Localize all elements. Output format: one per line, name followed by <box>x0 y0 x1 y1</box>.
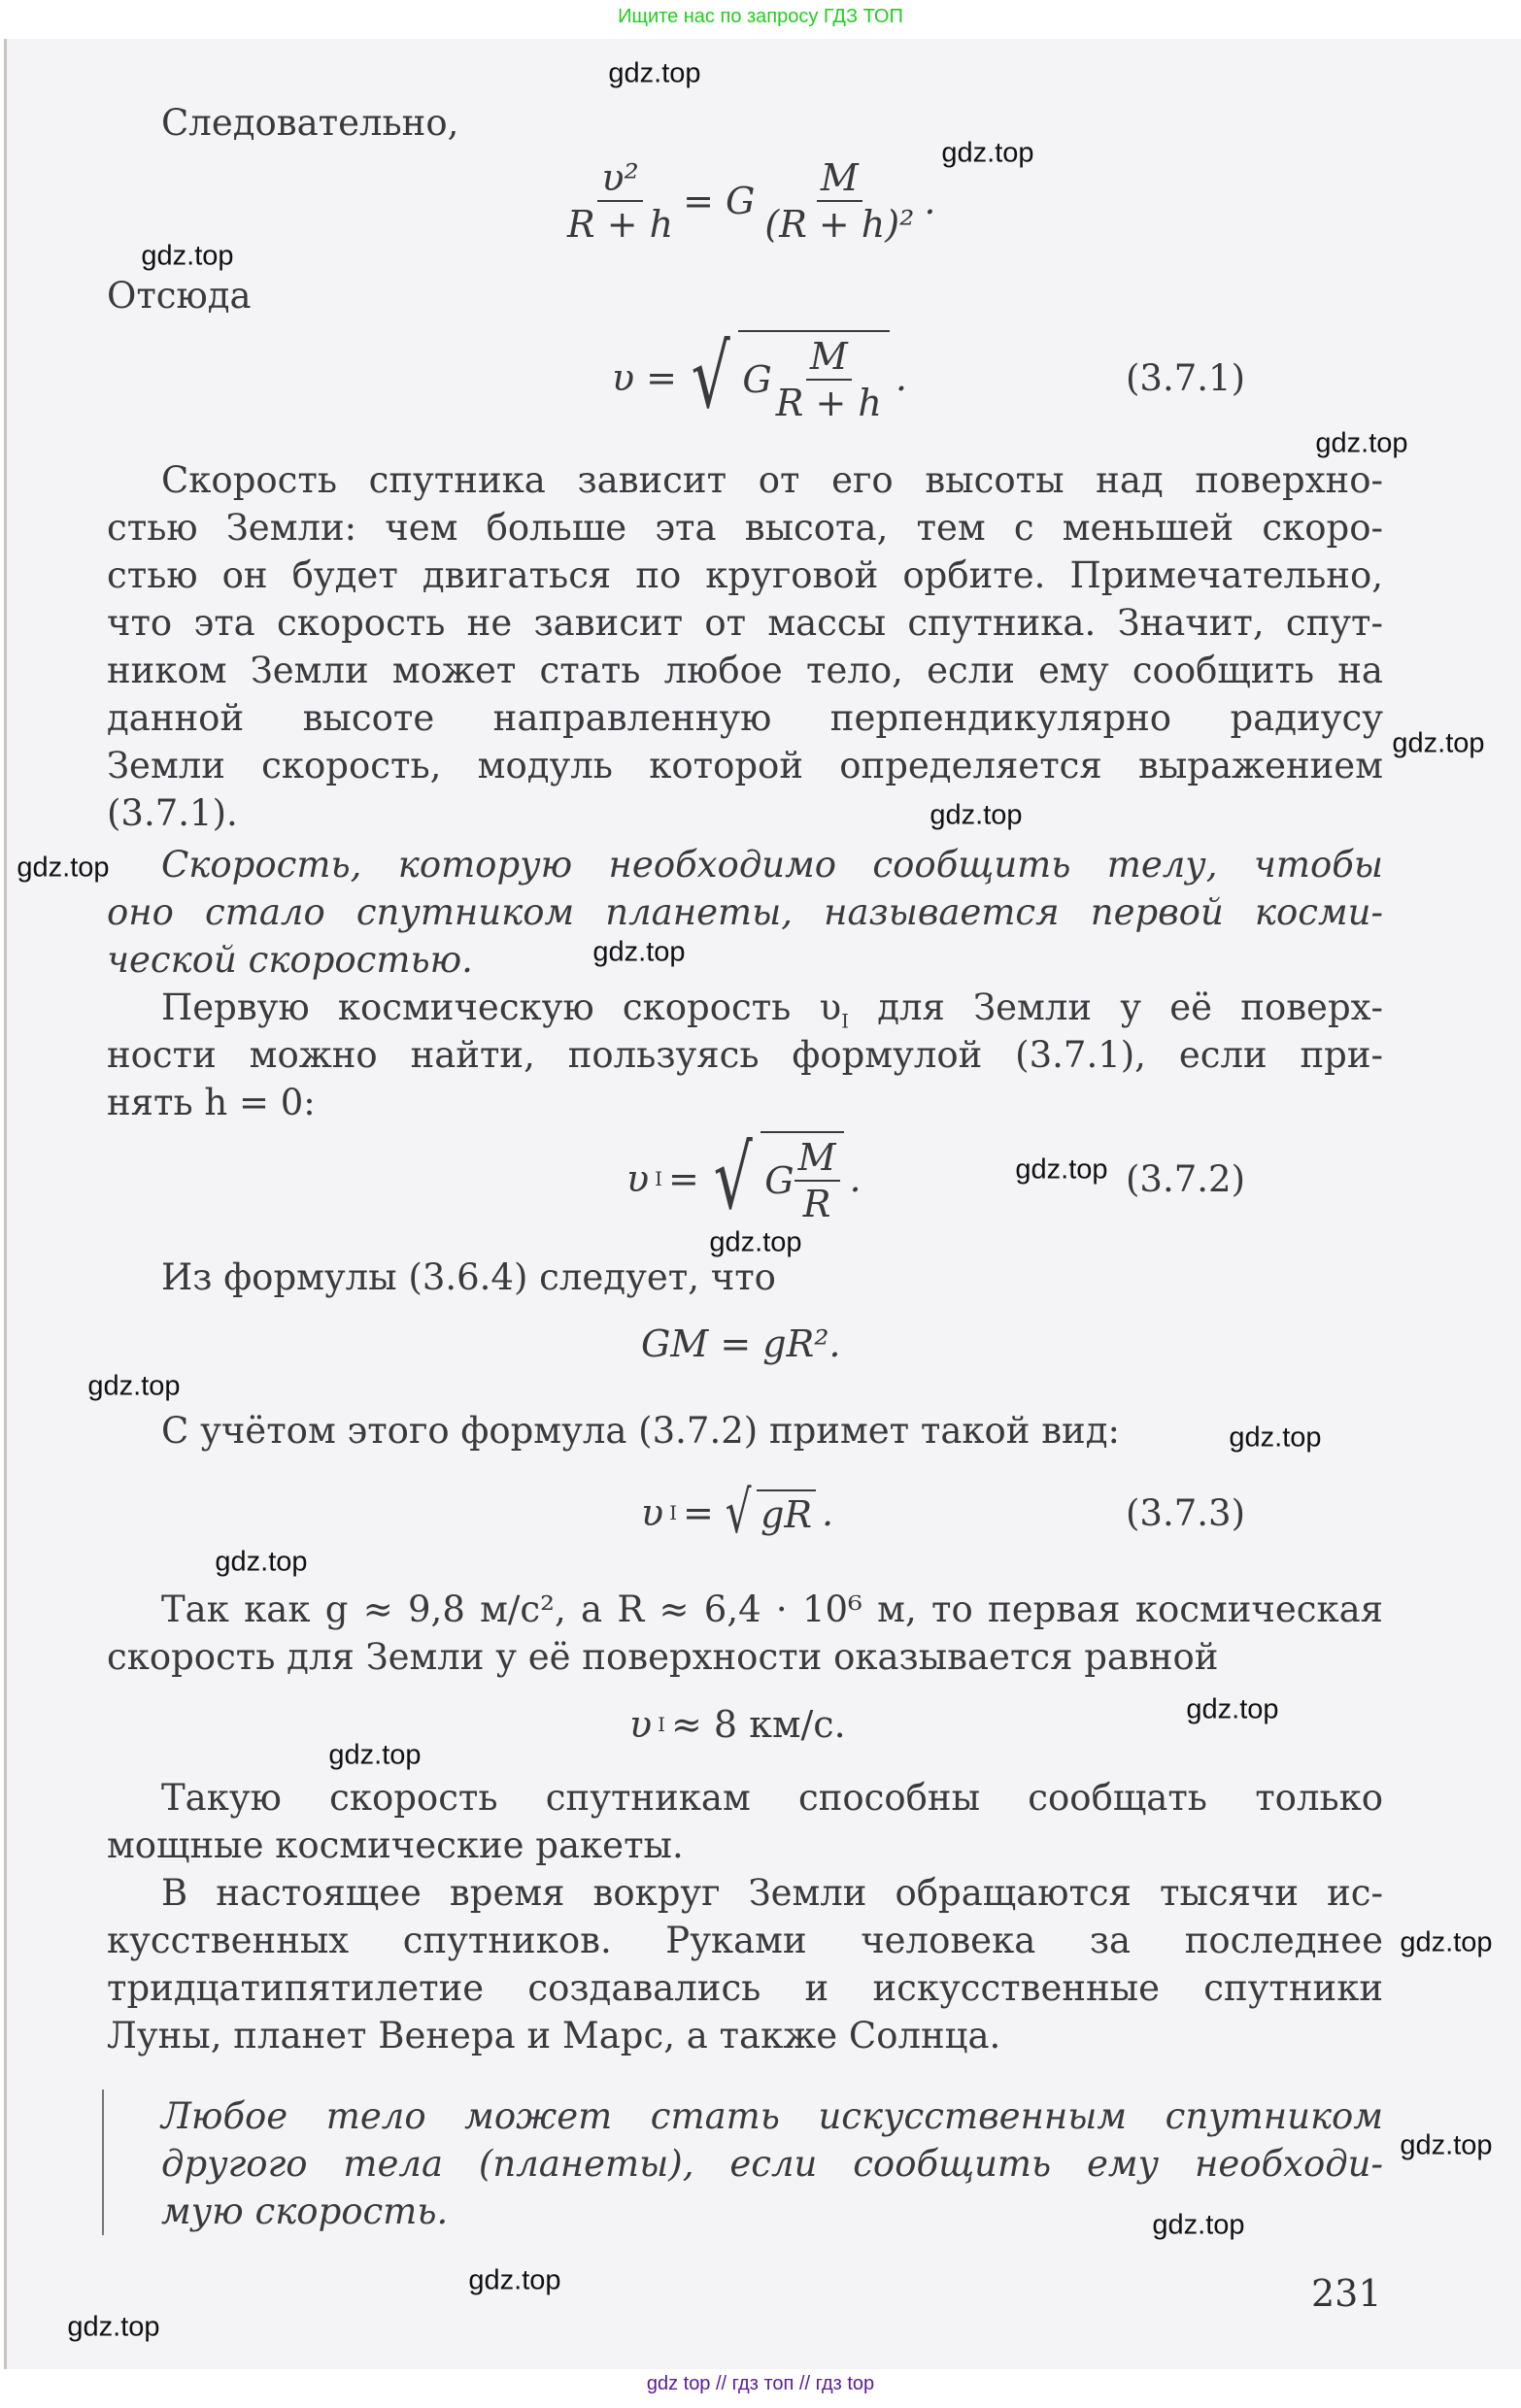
watermark: gdz.top <box>215 1546 308 1578</box>
sqrt: √ gR <box>720 1484 816 1542</box>
callout-line: другого тела (планеты), если сообщить ему необходи- <box>161 2143 1383 2185</box>
text: Первую космическую скорость υ <box>161 987 842 1028</box>
sqrt: √ G $\frac{M}{R + h}$ <box>683 330 890 425</box>
numerator: M <box>806 334 852 381</box>
subscript: I <box>658 1713 666 1736</box>
definition-line: ческой скоростью. <box>107 939 473 981</box>
text-line: С учётом этого формула (3.7.2) примет такой вид: <box>161 1410 1120 1452</box>
text-line: Скорость спутника зависит от его высоты над поверхно- <box>161 459 1383 501</box>
text-line: что эта скорость не зависит от массы спутника. Значит, спут- <box>107 602 1383 644</box>
watermark: gdz.top <box>87 1370 181 1402</box>
formula-3-7-1 <box>612 326 1383 428</box>
bottom-banner[interactable]: gdz top // гдз топ // гдз top <box>646 2373 875 2394</box>
denominator: (R + h)² <box>764 203 915 246</box>
denominator: R + h <box>567 203 674 246</box>
page-number: 231 <box>1311 2272 1382 2315</box>
g: G <box>764 1159 794 1202</box>
formula-gm <box>641 1322 841 1365</box>
g: G <box>742 358 772 401</box>
watermark: gdz.top <box>1015 1154 1108 1186</box>
formula-3-7-3 <box>641 1479 1383 1547</box>
formula-3-7-2 <box>626 1127 1383 1229</box>
equals: = G <box>683 180 756 222</box>
watermark: gdz.top <box>608 57 701 89</box>
text-line: ности можно найти, пользуясь формулой (3.7.1), если при- <box>107 1034 1383 1076</box>
text-line: (3.7.1). <box>107 792 238 834</box>
numerator: M <box>817 155 862 202</box>
definition-line: Скорость, которую необходимо сообщить телу, чтобы <box>161 844 1383 886</box>
watermark: gdz.top <box>592 936 686 968</box>
callout-line: Любое тело может стать искусственным спутником <box>161 2095 1383 2137</box>
radicand: gR <box>757 1489 816 1536</box>
text-line: мощные космические ракеты. <box>107 1824 684 1866</box>
watermark: gdz.top <box>1186 1693 1279 1725</box>
watermark: gdz.top <box>709 1226 802 1258</box>
lhs: υ = <box>612 356 678 399</box>
watermark: gdz.top <box>1229 1421 1322 1454</box>
watermark: gdz.top <box>141 240 234 272</box>
equation-number: (3.7.1) <box>1125 356 1245 399</box>
text-line: Следовательно, <box>161 102 459 144</box>
subscript: I <box>841 1009 849 1033</box>
denominator: R + h <box>775 382 882 424</box>
watermark: gdz.top <box>468 2264 561 2296</box>
watermark: gdz.top <box>1315 427 1408 459</box>
top-banner[interactable]: Ищите нас по запросу ГДЗ ТОП <box>618 6 903 27</box>
text-line: Земли скорость, модуль которой определяется выражением <box>107 745 1383 786</box>
period: . <box>895 356 907 399</box>
text-line: нять h = 0: <box>107 1082 316 1123</box>
watermark: gdz.top <box>1392 727 1485 759</box>
text: для Земли у её поверх- <box>848 987 1383 1028</box>
equals: = <box>668 1157 699 1200</box>
equals: = <box>683 1491 714 1534</box>
period: . <box>849 1157 862 1200</box>
formula-first-cosmic-velocity <box>629 1703 846 1746</box>
period: . <box>822 1491 834 1534</box>
text-line: Из формулы (3.6.4) следует, что <box>161 1256 776 1298</box>
watermark: gdz.top <box>1400 1926 1493 1958</box>
watermark: gdz.top <box>1152 2209 1245 2241</box>
text-line: В настоящее время вокруг Земли обращаются тысячи ис- <box>161 1872 1383 1914</box>
watermark: gdz.top <box>930 799 1023 831</box>
watermark: gdz.top <box>67 2311 160 2343</box>
watermark: gdz.top <box>1400 2129 1493 2161</box>
text-line: тридцатипятилетие создавались и искусственные спутники <box>107 1967 1383 2009</box>
period: . <box>924 180 936 222</box>
text-line: Луны, планет Венера и Марс, а также Солнца. <box>107 2015 1001 2057</box>
text-line: Так как g ≈ 9,8 м/с², а R ≈ 6,4 · 10⁶ м, то первая космическая <box>161 1589 1383 1630</box>
numerator: υ² <box>597 155 642 202</box>
callout-line: мую скорость. <box>161 2191 449 2232</box>
text-line: кусственных спутников. Руками человека за последнее <box>107 1920 1383 1961</box>
sqrt: √ G $\frac{M}{R}$ <box>705 1131 844 1226</box>
text-line: Такую скорость спутникам способны сообщать только <box>161 1777 1383 1819</box>
text-line: Отсюда <box>107 275 252 317</box>
subscript: I <box>669 1501 678 1524</box>
definition-line: оно стало спутником планеты, называется первой косми- <box>107 891 1383 933</box>
lhs: υ <box>626 1157 650 1200</box>
lhs: υ <box>629 1703 653 1746</box>
equation-number: (3.7.3) <box>1125 1491 1245 1534</box>
text-line: данной высоте направленную перпендикулярно радиусу <box>107 697 1383 739</box>
watermark: gdz.top <box>941 137 1034 169</box>
callout-bar <box>102 2090 104 2235</box>
formula-orbit-equation <box>563 155 935 247</box>
text-line: стью он будет двигаться по круговой орбите. Примечательно, <box>107 554 1383 596</box>
equation-number: (3.7.2) <box>1125 1157 1245 1200</box>
text-line: скорость для Земли у её поверхности оказывается равной <box>107 1636 1219 1678</box>
text-line: ником Земли может стать любое тело, если ему сообщить на <box>107 650 1383 691</box>
numerator: M <box>794 1135 840 1182</box>
lhs: υ <box>641 1491 664 1534</box>
text-line: стью Земли: чем больше эта высота, тем с меньшей скоро- <box>107 507 1383 549</box>
formula-text: GM = gR². <box>641 1322 841 1365</box>
denominator: R <box>802 1183 831 1225</box>
subscript: I <box>655 1167 663 1190</box>
watermark: gdz.top <box>328 1739 422 1771</box>
rhs: ≈ 8 км/с. <box>671 1703 846 1746</box>
watermark: gdz.top <box>17 852 110 884</box>
